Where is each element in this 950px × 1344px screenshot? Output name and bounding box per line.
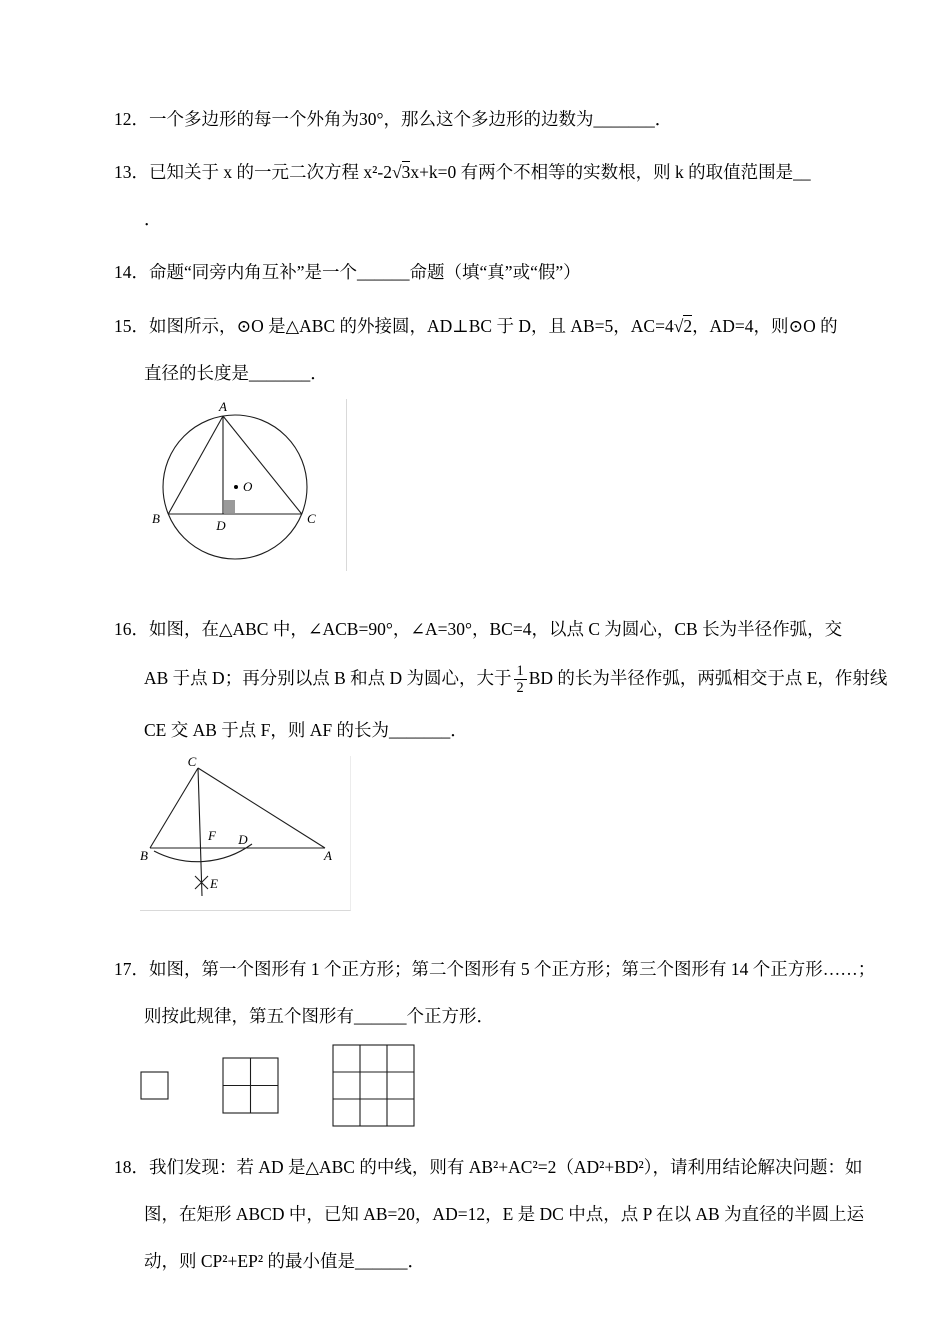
label-C: C xyxy=(187,755,197,769)
figure-15-circumcircle-diagram xyxy=(140,399,347,571)
question-13-text-part1: 13．已知关于 x 的一元二次方程 x²-2 xyxy=(114,162,392,183)
question-13-continuation: ． xyxy=(144,209,162,230)
label-A: A xyxy=(324,847,332,863)
question-17 xyxy=(114,956,876,1128)
figure-16-construction-diagram xyxy=(140,756,351,911)
center-point-O xyxy=(234,485,238,489)
question-15 xyxy=(114,313,868,590)
label-B: B xyxy=(152,510,160,526)
segment-AC xyxy=(223,416,302,514)
question-13 xyxy=(114,159,868,233)
question-17-line2: 则按此规律，第五个图形有______个正方形． xyxy=(144,1006,494,1027)
fraction-denominator: 2 xyxy=(516,680,524,697)
question-18-text: 18．我们发现：若 AD 是△ABC 的中线，则有 AB²+AC²=2（AD²+BD²），请利用结论解决问题：如 xyxy=(114,1157,863,1178)
figure-17-square-patterns xyxy=(140,1044,868,1128)
segment-AB xyxy=(168,416,223,514)
sqrt-radicand: 3 xyxy=(401,162,411,183)
question-15-text-part1: 15．如图所示，⊙O 是△ABC 的外接圆，AD⊥BC 于 D，且 AB=5，AC=4 xyxy=(114,315,674,336)
question-12 xyxy=(114,106,868,133)
label-B: B xyxy=(140,847,148,863)
ray-CE xyxy=(198,768,202,896)
question-12-text: 12．一个多边形的每一个外角为30°，那么这个多边形的边数为_______． xyxy=(114,109,673,129)
question-16 xyxy=(114,616,888,930)
grid-1-outline xyxy=(141,1072,168,1099)
figure-16-svg xyxy=(140,756,344,906)
figure-15-svg xyxy=(140,399,338,571)
question-15-text-part2: ，AD=4，则⊙O 的 xyxy=(692,315,838,336)
arc-centered-at-C xyxy=(154,844,252,862)
question-13-text-part2: x+k=0 有两个不相等的实数根，则 k 的取值范围是__ xyxy=(410,162,811,183)
grid-3-outline xyxy=(333,1045,414,1126)
question-14 xyxy=(114,259,868,286)
question-16-line2-part1: AB 于点 D；再分别以点 B 和点 D 为圆心，大于 xyxy=(144,667,512,688)
question-18-line3: 动，则 CP²+EP² 的最小值是______． xyxy=(144,1251,425,1272)
figure-17-grid-1 xyxy=(140,1071,170,1101)
fraction-numerator: 1 xyxy=(514,663,527,680)
label-E: E xyxy=(210,875,218,891)
label-A: A xyxy=(219,398,227,414)
sqrt-sign: √ xyxy=(673,315,684,336)
label-C: C xyxy=(307,510,316,526)
question-18 xyxy=(114,1154,868,1275)
question-16-line2 xyxy=(144,662,888,697)
fraction-one-half xyxy=(514,663,527,697)
segment-CA xyxy=(198,768,325,848)
segment-CB xyxy=(150,768,198,848)
label-F: F xyxy=(208,827,216,843)
right-angle-marker xyxy=(224,500,235,513)
question-13-text xyxy=(114,159,868,186)
label-D: D xyxy=(238,831,248,847)
question-17-text: 17．如图，第一个图形有 1 个正方形；第二个图形有 5 个正方形；第三个图形有 14 个正方形……； xyxy=(114,958,876,979)
question-16-line3: CE 交 AB 于点 F，则 AF 的长为_______． xyxy=(144,719,468,740)
figure-17-grid-2 xyxy=(222,1057,280,1115)
label-D: D xyxy=(216,517,226,533)
question-16-line2-part2: BD 的长为半径作弧，两弧相交于点 E，作射线 xyxy=(528,667,888,688)
question-16-text: 16．如图，在△ABC 中，∠ACB=90°，∠A=30°，BC=4，以点 C 为圆心，CB 长为半径作弧，交 xyxy=(114,618,843,639)
question-18-line2: 图，在矩形 ABCD 中，已知 AB=20，AD=12，E 是 DC 中点，点 P 在以 AB 为直径的半圆上运 xyxy=(144,1204,865,1225)
label-O: O xyxy=(243,478,253,494)
question-14-text: 14．命题“同旁内角互补”是一个______命题（填“真”或“假”） xyxy=(114,262,581,283)
figure-17-grid-3 xyxy=(332,1044,416,1128)
question-15-text xyxy=(114,313,868,340)
sqrt-radicand: 2 xyxy=(683,315,693,336)
question-15-continuation: 直径的长度是_______． xyxy=(144,362,328,383)
sqrt-sign: √ xyxy=(391,162,402,183)
